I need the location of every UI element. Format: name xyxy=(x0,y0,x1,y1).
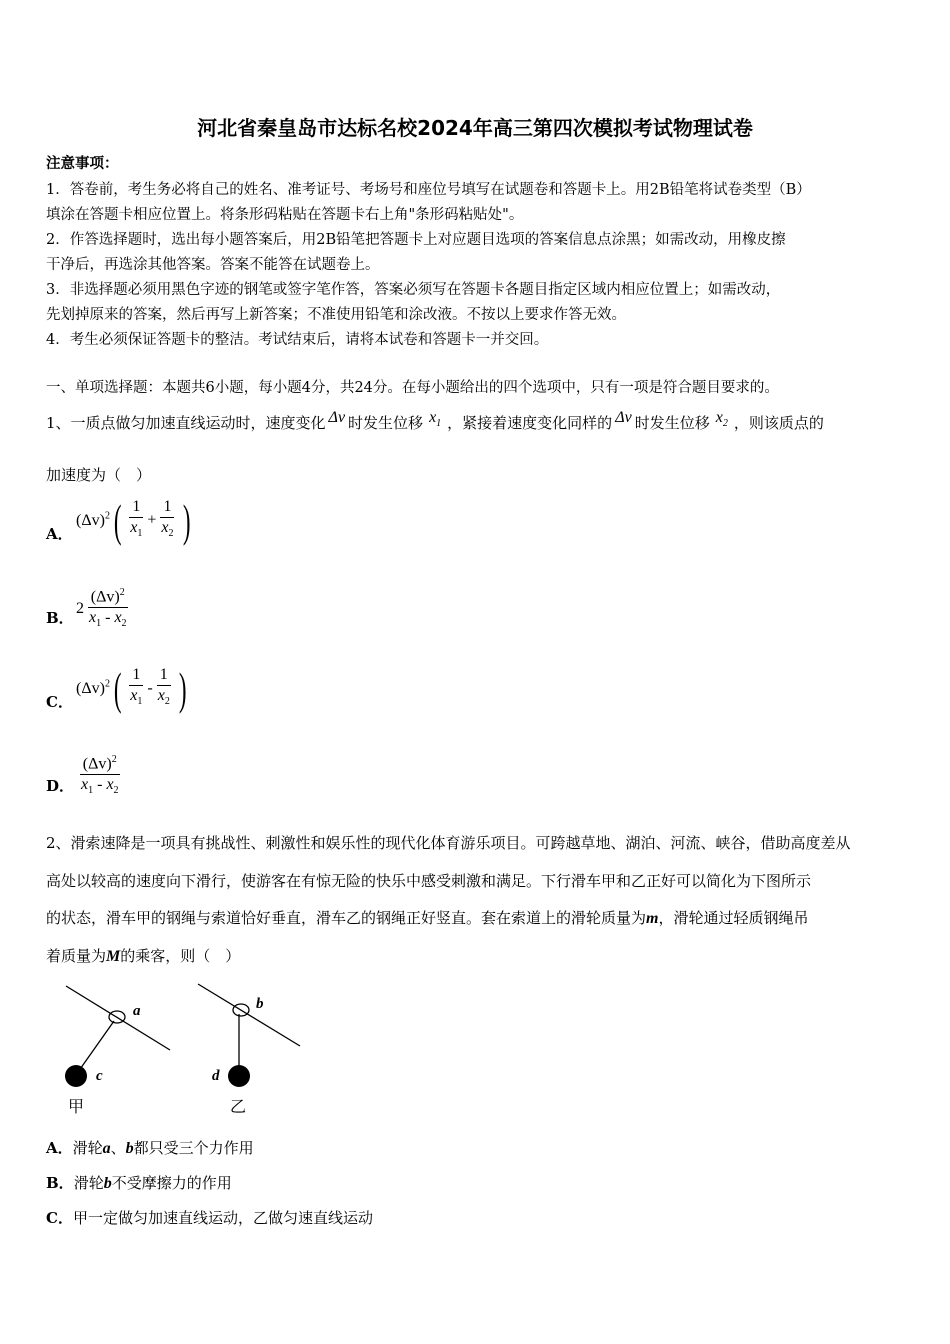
option-a-label[interactable]: A． xyxy=(46,525,73,543)
label-c: c xyxy=(96,1068,103,1084)
section-heading: 一、单项选择题：本题共6小题，每小题4分，共24分。在每小题给出的四个选项中，只有一项是符合题目要求的。 xyxy=(46,380,779,396)
label-d: d xyxy=(212,1068,220,1084)
option-c-label[interactable]: C． xyxy=(46,693,73,711)
question-2-line: 高处以较高的速度向下滑行，使游客在有惊无险的快乐中感受刺激和满足。下行滑车甲和乙正好可以简化为下图所示 xyxy=(46,872,812,890)
notice-line: 先划掉原来的答案，然后再写上新答案；不准使用铅笔和涂改液。不按以上要求作答无效。 xyxy=(46,307,626,323)
cable-line-yi xyxy=(198,984,300,1046)
option-c-formula[interactable]: $(\Delta v)^2$( $\frac{1}{x_1}$ - $\frac{1}{x_2}$ ) xyxy=(76,662,187,714)
cable-line-jia xyxy=(66,986,170,1050)
option-d-formula[interactable]: $\frac{(\Delta v)^2}{x_1 - x_2}$ xyxy=(76,750,124,802)
label-a: a xyxy=(133,1003,141,1019)
q2-option-b[interactable]: B．滑轮b不受摩擦力的作用 xyxy=(46,1174,232,1192)
question-2-line: 的状态，滑车甲的钢绳与索道恰好垂直，滑车乙的钢绳正好竖直。套在索道上的滑轮质量为m，滑轮通过轻质钢绳吊 xyxy=(46,909,809,927)
option-a-formula[interactable]: $(\Delta v)^2$( $\frac{1}{x_1}$ + $\frac{1}{x_2}$ ) xyxy=(76,494,191,546)
question-2-line: 2、滑索速降是一项具有挑战性、刺激性和娱乐性的现代化体育游乐项目。可跨越草地、湖泊、河流、峡谷，借助高度差从 xyxy=(46,834,851,852)
rope-jia xyxy=(78,1021,114,1072)
notice-line: 3．非选择题必须用黑色字迹的钢笔或签字笔作答，答案必须写在答题卡各题目指定区域内相应位置上；如需改动， xyxy=(46,282,781,298)
question-1-stem-line2: 加速度为（ ） xyxy=(46,466,152,484)
question-1-stem: 1、一质点做匀加速直线运动时，速度变化 Δv 时发生位移 $x_1$ ，紧接着速度变化同样的 Δv 时发生位移 $x_2$ ，则该质点的 xyxy=(46,409,824,432)
page-title: 河北省秦皇岛市达标名校2024年高三第四次模拟考试物理试卷 xyxy=(197,116,753,140)
notice-line: 填涂在答题卡相应位置上。将条形码粘贴在答题卡右上角"条形码粘贴处"。 xyxy=(46,207,524,223)
q2-option-c[interactable]: C．甲一定做匀加速直线运动，乙做匀速直线运动 xyxy=(46,1209,373,1227)
pulley-diagram xyxy=(60,980,310,1120)
option-d-label[interactable]: D． xyxy=(46,777,75,795)
notice-heading: 注意事项： xyxy=(46,155,119,172)
option-b-label[interactable]: B． xyxy=(46,609,74,627)
passenger-c-icon xyxy=(65,1065,87,1087)
notice-line: 1．答卷前，考生务必将自己的姓名、准考证号、考场号和座位号填写在试题卷和答题卡上。用2B铅笔将试卷类型（B） xyxy=(46,182,811,198)
q2-option-a[interactable]: A．滑轮a、b都只受三个力作用 xyxy=(46,1139,254,1157)
notice-line: 2．作答选择题时，选出每小题答案后，用2B铅笔把答题卡上对应题目选项的答案信息点涂黑；如需改动，用橡皮擦 xyxy=(46,232,786,248)
label-jia: 甲 xyxy=(68,1097,85,1116)
passenger-d-icon xyxy=(228,1065,250,1087)
notice-line: 4．考生必须保证答题卡的整洁。考试结束后，请将本试卷和答题卡一并交回。 xyxy=(46,332,549,348)
label-b: b xyxy=(256,996,264,1012)
notice-line: 干净后，再选涂其他答案。答案不能答在试题卷上。 xyxy=(46,257,380,273)
label-yi: 乙 xyxy=(230,1097,247,1116)
question-2-line: 着质量为M的乘客，则（ ） xyxy=(46,947,241,965)
option-b-formula[interactable]: 2 $\frac{(\Delta v)^2}{x_1 - x_2}$ xyxy=(76,583,132,635)
